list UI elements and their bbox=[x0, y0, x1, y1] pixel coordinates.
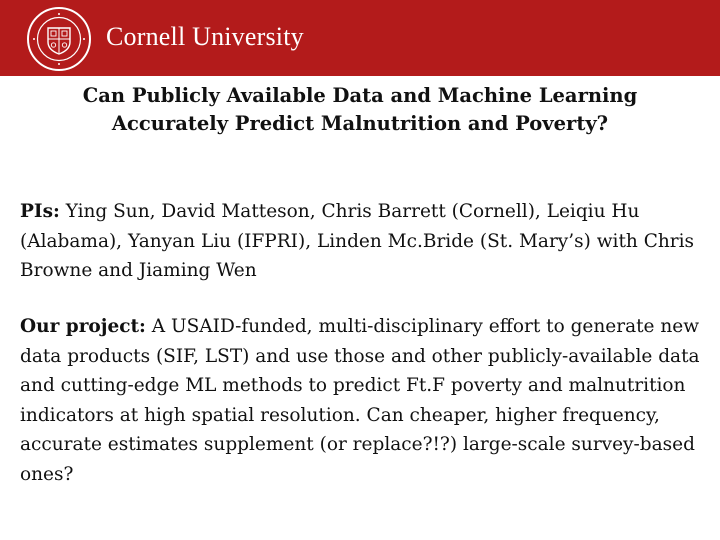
project-paragraph bbox=[20, 312, 708, 489]
pis-paragraph bbox=[20, 197, 708, 286]
cornell-seal-icon bbox=[26, 6, 92, 72]
brand-name: Cornell University bbox=[106, 22, 304, 51]
project-text: A USAID-funded, multi-disciplinary effort to generate new data products (SIF, LST) and use those and other publicly-available data and cutting-edge ML methods to predict Ft.F poverty and malnutrition indicators at high spatial resolution. Can cheaper, higher frequency, accurate estimates supplement (or replace?!?) large-scale survey-based ones? bbox=[20, 316, 700, 485]
header-banner bbox=[0, 0, 720, 76]
title-line-2: Accurately Predict Malnutrition and Poverty? bbox=[111, 112, 609, 135]
title-line-1: Can Publicly Available Data and Machine Learning bbox=[82, 84, 638, 107]
slide-title bbox=[20, 82, 700, 138]
project-label: Our project: bbox=[20, 316, 146, 337]
pis-label: PIs: bbox=[20, 201, 60, 222]
pis-text: Ying Sun, David Matteson, Chris Barrett (Cornell), Leiqiu Hu (Alabama), Yanyan Liu (IFPRI), Linden Mc.Bride (St. Mary’s) with Chris Browne and Jiaming Wen bbox=[20, 201, 695, 281]
